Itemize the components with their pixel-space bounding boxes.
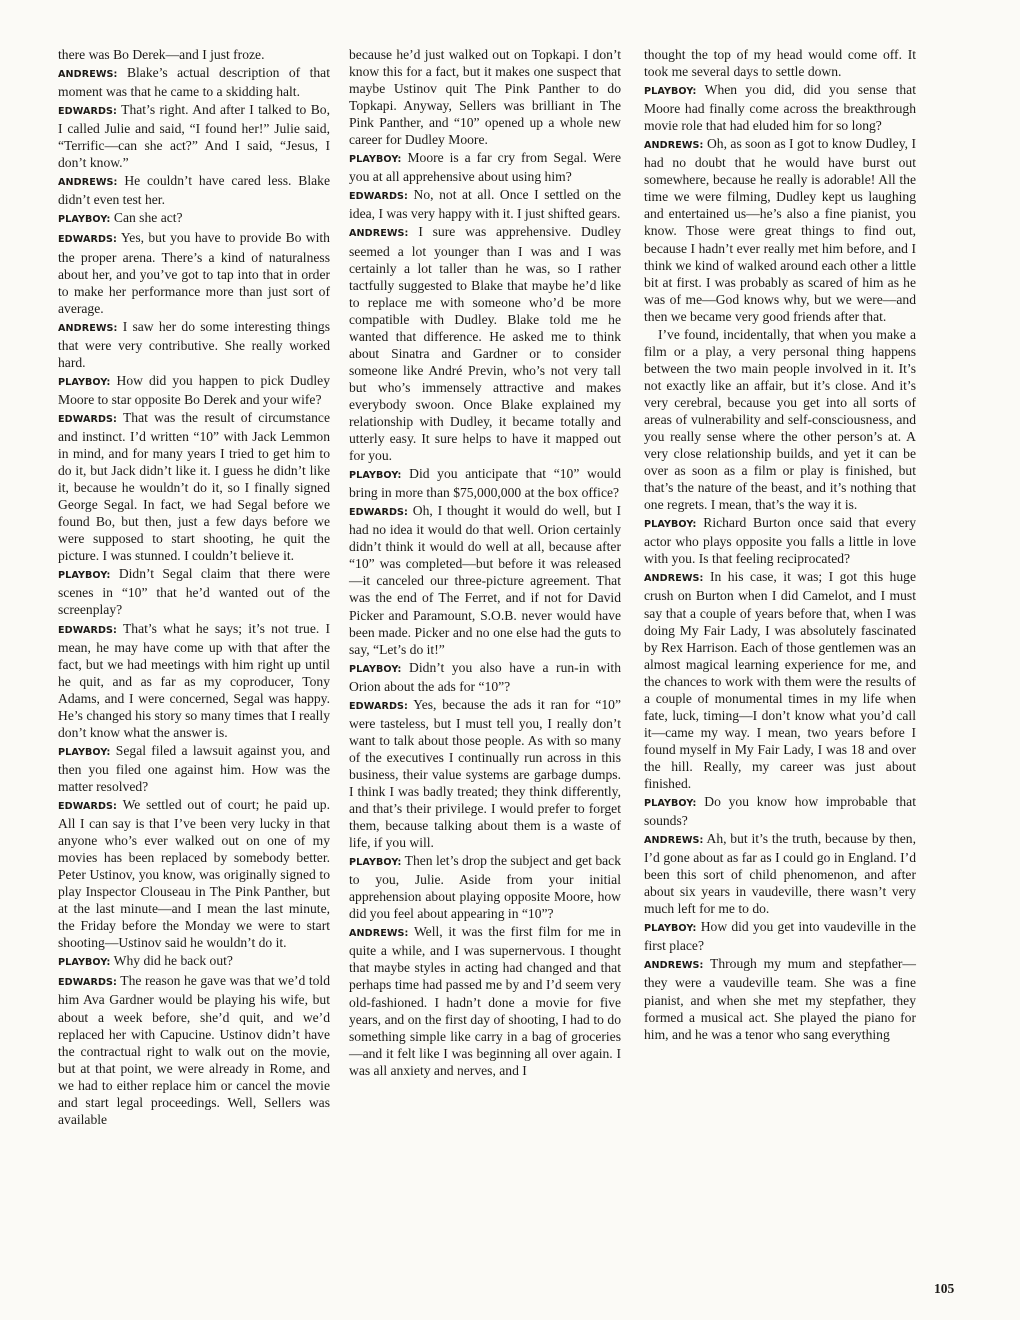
speaker-label: ANDREWS: <box>58 69 118 81</box>
speaker-label: EDWARDS: <box>58 800 117 812</box>
text-column-2 <box>349 46 621 1080</box>
speaker-label: ANDREWS: <box>644 835 704 847</box>
interview-paragraph <box>58 172 330 208</box>
speaker-label: EDWARDS: <box>58 624 117 636</box>
paragraph-text: That’s what he says; it’s not true. I mean, he may have come up with that after the fact, but we had meetings with him right up until he quit, and as far as my coproducer, Tony Adams, and I were concerned, Segal was happy. He’s changed his story so many times that I really don’t know what the answer is. <box>58 620 330 740</box>
paragraph-text: Yes, but you have to provide Bo with the proper arena. There’s a kind of naturalness about her, and you’ve got to tap into that in order to make her performance more than just sort of average. <box>58 230 330 316</box>
speaker-label: PLAYBOY: <box>644 519 697 531</box>
paragraph-text: Through my mum and stepfather—they were a vaudeville team. She was a fine pianist, and when she met my stepfather, they formed a musical act. She played the piano for him, and he was a tenor who sang everything <box>644 956 916 1042</box>
interview-paragraph <box>349 696 621 851</box>
paragraph-text: Can she act? <box>113 210 183 226</box>
speaker-label: PLAYBOY: <box>644 798 697 810</box>
speaker-label: EDWARDS: <box>58 106 117 118</box>
interview-paragraph <box>644 514 916 567</box>
interview-paragraph <box>644 81 916 134</box>
speaker-label: ANDREWS: <box>58 177 118 189</box>
paragraph-text: Blake’s actual description of that moment was that he came to a skidding halt. <box>58 65 330 100</box>
interview-paragraph <box>58 972 330 1127</box>
speaker-label: ANDREWS: <box>644 140 704 152</box>
page-number: 105 <box>934 1281 955 1296</box>
speaker-label: EDWARDS: <box>349 191 408 203</box>
interview-paragraph <box>58 952 330 971</box>
paragraph-text: Yes, because the ads it ran for “10” were tasteless, but I must tell you, I really don’t want to talk about those people. As with so many of the executives I continually run across in this business, their value systems are garbage dumps. I think I was badly treated; they think differently, and that’s their privilege. I would prefer to forget them, because talking about them is a waste of life, if you will. <box>349 696 621 851</box>
interview-paragraph <box>349 223 621 464</box>
paragraph-text: Why did he back out? <box>113 953 233 969</box>
paragraph-text: thought the top of my head would come off. It took me several days to settle down. <box>644 47 916 80</box>
speaker-label: PLAYBOY: <box>58 376 111 388</box>
speaker-label: EDWARDS: <box>349 700 408 712</box>
interview-paragraph <box>58 229 330 316</box>
speaker-label: EDWARDS: <box>58 977 117 989</box>
speaker-label: PLAYBOY: <box>644 86 697 98</box>
interview-paragraph <box>58 101 330 171</box>
interview-paragraph <box>58 64 330 100</box>
text-column-1 <box>58 46 330 1129</box>
speaker-label: EDWARDS: <box>58 413 117 425</box>
paragraph-text: Then let’s drop the subject and get back to you, Julie. Aside from your initial apprehension about playing opposite Moore, how did you feel about appearing in “10”? <box>349 853 621 922</box>
speaker-label: PLAYBOY: <box>58 214 111 226</box>
interview-paragraph <box>644 46 916 80</box>
paragraph-text: I’ve found, incidentally, that when you make a film or a play, a very personal thing happens between the two main people involved in it. It’s not exactly like an affair, but it’s close. And it’s very cerebral, because you get into all sorts of areas of vulnerability and self-consciousness, and you really sense where the other person’s at. A very close relationship builds, and yet it can be over as soon as a film or play is finished, but that’s the nature of the beast, and it’s nothing that one regrets. I mean, that’s the way it is. <box>644 326 916 513</box>
interview-paragraph <box>349 46 621 148</box>
interview-paragraph <box>58 620 330 741</box>
paragraph-text: He couldn’t have cared less. Blake didn’t even test her. <box>58 173 330 208</box>
interview-paragraph <box>644 326 916 514</box>
interview-paragraph <box>644 830 916 917</box>
paragraph-text: Did you anticipate that “10” would bring in more than $75,000,000 at the box office? <box>349 466 622 501</box>
paragraph-text: I saw her do some interesting things that were very contributive. She really worked hard. <box>58 318 330 370</box>
interview-paragraph <box>644 793 916 829</box>
interview-paragraph <box>644 955 916 1042</box>
paragraph-text: That’s right. And after I talked to Bo, I called Julie and said, “I found her!” Julie said, “Terrific—can she act?” And I said, “Jesus, I don’t know.” <box>58 102 330 171</box>
interview-paragraph <box>644 918 916 954</box>
speaker-label: PLAYBOY: <box>58 746 111 758</box>
paragraph-text: When you did, did you sense that Moore had finally come across the breakthrough movie role that had eluded him for so long? <box>644 82 916 134</box>
interview-paragraph <box>58 46 330 63</box>
speaker-label: PLAYBOY: <box>644 923 697 935</box>
paragraph-text: That was the result of circumstance and instinct. I’d written “10” with Jack Lemmon in mind, and for many years I tried to get him to do it, but Jack didn’t like it. I guess he didn’t like it, because he wouldn’t do it, so I finally signed George Segal. In fact, we had Segal before we found Bo, but then, just a few days before we were supposed to start shooting, he quit the picture. I was stunned. I couldn’t believe it. <box>58 409 330 564</box>
paragraph-text: Didn’t Segal claim that there were scenes in “10” that he’d wanted out of the screenplay? <box>58 566 330 618</box>
interview-paragraph <box>349 502 621 657</box>
paragraph-text: because he’d just walked out on Topkapi. I don’t know this for a fact, but it makes one suspect that maybe Ustinov quit The Pink Panther to do Topkapi. Anyway, Sellers was brilliant in The Pink Panther, and “10” opened up a whole new career for Dudley Moore. <box>349 47 621 148</box>
speaker-label: PLAYBOY: <box>58 570 111 582</box>
paragraph-text: Moore is a far cry from Segal. Were you at all apprehensive about using him? <box>349 150 621 185</box>
interview-paragraph <box>58 318 330 371</box>
interview-paragraph <box>349 186 621 222</box>
paragraph-text: In his case, it was; I got this huge crush on Burton when I did Camelot, and I must say that a couple of years before that, when I was doing My Fair Lady, I was absolutely fascinated by Rex Harrison. Each of those gentlemen was an almost magical learning experience for me, and the chances to work with them were the results of a couple of monumental times in my life when fate, luck, timing—I don’t know what you’d call it—came my way. I mean, two years before I found myself in My Fair Lady, I was 18 and over the hill. Really, my career was just about finished. <box>644 569 916 791</box>
interview-paragraph <box>644 135 916 325</box>
speaker-label: PLAYBOY: <box>349 663 402 675</box>
interview-paragraph <box>644 568 916 792</box>
paragraph-text: The reason he gave was that we’d told him Ava Gardner would be playing his wife, but about a week before, she’d quit, and we’d replaced her with Capucine. Ustinov didn’t have the contractual right to walk out on the movie, but at that point, we were already in Rome, and we had to either replace him or cancel the movie and start legal proceedings. Well, Sellers was available <box>58 973 330 1127</box>
interview-paragraph <box>58 409 330 564</box>
paragraph-text: I sure was apprehensive. Dudley seemed a lot younger than I was and I was certainly a lot taller than he was, so I rather tactfully suggested to Blake that maybe he’d like to replace me with someone who’d be more compatible with Dudley. Blake told me he wanted that difference. He asked me to think about Sinatra and Gardner or to consider someone like André Previn, who’s not very tall but who’s immensely attractive and makes everybody swoon. Once Blake explained my relationship with Dudley, it became totally and utterly easy. It sure helps to have it mapped out for you. <box>349 224 621 464</box>
paragraph-text: No, not at all. Once I settled on the idea, I was very happy with it. I just shifted gears. <box>349 187 621 222</box>
speaker-label: PLAYBOY: <box>349 154 402 166</box>
interview-paragraph <box>349 923 621 1078</box>
interview-paragraph <box>349 149 621 185</box>
speaker-label: PLAYBOY: <box>349 470 402 482</box>
interview-paragraph <box>58 742 330 795</box>
paragraph-text: Do you know how improbable that sounds? <box>644 794 916 829</box>
speaker-label: ANDREWS: <box>349 228 409 240</box>
interview-paragraph <box>58 372 330 408</box>
speaker-label: ANDREWS: <box>644 960 704 972</box>
speaker-label: PLAYBOY: <box>58 957 111 969</box>
interview-paragraph <box>58 565 330 618</box>
speaker-label: ANDREWS: <box>644 573 704 585</box>
paragraph-text: Well, it was the first film for me in quite a while, and I was supernervous. I thought that maybe styles in acting had changed and that perhaps time had passed me by and I’d seem very old-fashioned. I hadn’t done a movie for five years, and on the first day of shooting, I had to do something simple like carry in a bag of groceries—and it felt like I was beginning all over again. I was all anxiety and nerves, and I <box>349 924 621 1078</box>
paragraph-text: Oh, as soon as I got to know Dudley, I had no doubt that he would have burst out somewhere, because he really is adorable! All the time we were filming, Dudley kept us laughing and entertained us—he’s also a fine pianist, you know. Those were great things to find out, because I hadn’t ever really met him before, and I think we kind of walked around each other a little bit at first. I was probably as scared of him as he was of me—God knows why, but we were—and then we became very good friends after that. <box>644 136 916 324</box>
speaker-label: EDWARDS: <box>58 234 117 246</box>
speaker-label: EDWARDS: <box>349 507 408 519</box>
interview-paragraph <box>349 659 621 695</box>
interview-paragraph <box>349 852 621 922</box>
paragraph-text: Ah, but it’s the truth, because by then, I’d gone about as far as I could go in England. I’d been this sort of child phenomenon, and after about six years in vaudeville, there wasn’t very much left for me to do. <box>644 831 917 917</box>
text-column-3 <box>644 46 916 1044</box>
paragraph-text: Richard Burton once said that every actor who plays opposite you falls a little in love with you. Is that feeling reciprocated? <box>644 515 916 567</box>
paragraph-text: there was Bo Derek—and I just froze. <box>58 47 265 62</box>
interview-paragraph <box>58 209 330 228</box>
paragraph-text: Segal filed a lawsuit against you, and then you filed one against him. How was the matter resolved? <box>58 742 330 794</box>
paragraph-text: Didn’t you also have a run-in with Orion about the ads for “10”? <box>349 659 621 694</box>
speaker-label: ANDREWS: <box>349 928 409 940</box>
paragraph-text: Oh, I thought it would do well, but I had no idea it would do that well. Orion certainly didn’t think it would do well at all, because after “10” was completed—but before it was released—it canceled our three-picture agreement. That was the end of The Ferret, and if not for David Picker and Paramount, S.O.B. never would have been made. Picker and no one else had the guts to say, “Let’s do it!” <box>349 503 621 657</box>
paragraph-text: We settled out of court; he paid up. All I can say is that I’ve been very lucky in that anyone who’s ever walked out on one of my movies has been replaced by somebody better. Peter Ustinov, you know, was originally signed to play Inspector Clouseau in The Pink Panther, but at the last minute—and I mean the last minute, the Friday before the Monday we were to start shooting—Ustinov said he wouldn’t do it. <box>58 796 331 951</box>
interview-paragraph <box>349 465 621 501</box>
paragraph-text: How did you happen to pick Dudley Moore to star opposite Bo Derek and your wife? <box>58 372 330 407</box>
interview-paragraph <box>58 796 330 951</box>
speaker-label: PLAYBOY: <box>349 857 402 869</box>
paragraph-text: How did you get into vaudeville in the first place? <box>644 919 916 954</box>
speaker-label: ANDREWS: <box>58 322 118 334</box>
